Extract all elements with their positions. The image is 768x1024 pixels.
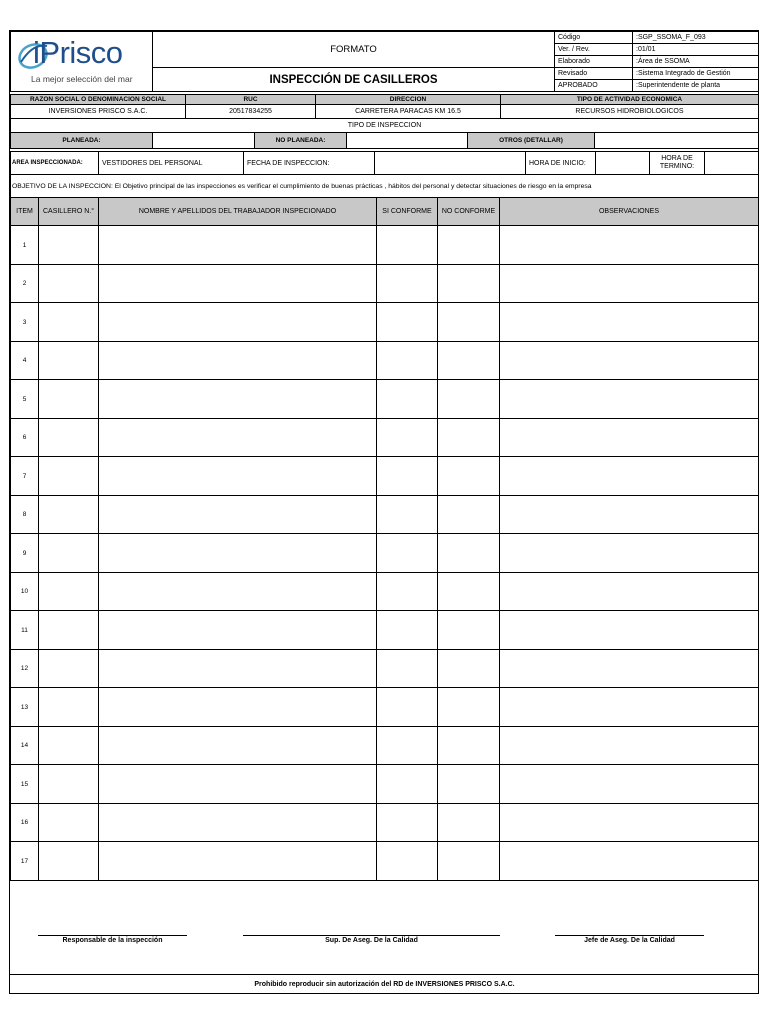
si-conforme-cell[interactable] xyxy=(376,264,438,303)
logo-tagline: La mejor selección del mar xyxy=(31,74,133,84)
nombre-cell[interactable] xyxy=(98,264,377,303)
no-conforme-cell[interactable] xyxy=(437,803,500,842)
si-conforme-cell[interactable] xyxy=(376,764,438,804)
inspection-type-title: TIPO DE INSPECCION xyxy=(10,118,759,133)
col-header-no-conforme: NO CONFORME xyxy=(437,197,500,226)
observaciones-cell[interactable] xyxy=(499,495,759,534)
actividad-header: TIPO DE ACTIVIDAD ECONOMICA xyxy=(500,94,759,105)
si-conforme-cell[interactable] xyxy=(376,687,438,727)
si-conforme-cell[interactable] xyxy=(376,610,438,650)
hora-inicio-field[interactable] xyxy=(595,151,650,175)
row-item-number: 1 xyxy=(10,225,39,265)
row-item-number: 9 xyxy=(10,533,39,573)
si-conforme-cell[interactable] xyxy=(376,533,438,573)
row-item-number: 15 xyxy=(10,764,39,804)
si-conforme-cell[interactable] xyxy=(376,341,438,380)
row-item-number: 12 xyxy=(10,649,39,688)
meta-value: :Superintendente de planta xyxy=(632,79,759,92)
meta-label: APROBADO xyxy=(554,79,633,92)
nombre-cell[interactable] xyxy=(98,687,377,727)
observaciones-cell[interactable] xyxy=(499,379,759,419)
hora-termino-label: HORA DE TERMINO: xyxy=(649,151,705,175)
si-conforme-cell[interactable] xyxy=(376,225,438,265)
observaciones-cell[interactable] xyxy=(499,841,759,881)
meta-value: :01/01 xyxy=(632,43,759,56)
nombre-cell[interactable] xyxy=(98,495,377,534)
no-conforme-cell[interactable] xyxy=(437,649,500,688)
observaciones-cell[interactable] xyxy=(499,803,759,842)
page-title: INSPECCIÓN DE CASILLEROS xyxy=(152,67,555,92)
nombre-cell[interactable] xyxy=(98,341,377,380)
meta-block xyxy=(554,31,759,92)
observaciones-cell[interactable] xyxy=(499,649,759,688)
col-header-observaciones: OBSERVACIONES xyxy=(499,197,759,226)
nombre-cell[interactable] xyxy=(98,764,377,804)
meta-label: Revisado xyxy=(554,67,633,80)
casillero-cell[interactable] xyxy=(38,341,99,380)
ruc-value: 20517834255 xyxy=(185,104,316,119)
nombre-cell[interactable] xyxy=(98,533,377,573)
nombre-cell[interactable] xyxy=(98,841,377,881)
signature-label: Responsable de la inspección xyxy=(62,936,163,944)
planeada-field[interactable] xyxy=(152,132,255,149)
casillero-cell[interactable] xyxy=(38,572,99,611)
si-conforme-cell[interactable] xyxy=(376,649,438,688)
area-value: VESTIDORES DEL PERSONAL xyxy=(98,151,244,175)
row-item-number: 17 xyxy=(10,841,39,881)
direccion-header: DIRECCION xyxy=(315,94,501,105)
nombre-cell[interactable] xyxy=(98,456,377,496)
observaciones-cell[interactable] xyxy=(499,302,759,342)
meta-label: Ver. / Rev. xyxy=(554,43,633,56)
observaciones-cell[interactable] xyxy=(499,418,759,457)
casillero-cell[interactable] xyxy=(38,726,99,765)
col-header-casillero: CASILLERO N.° xyxy=(38,197,99,226)
no-conforme-cell[interactable] xyxy=(437,495,500,534)
si-conforme-cell[interactable] xyxy=(376,726,438,765)
casillero-cell[interactable] xyxy=(38,533,99,573)
si-conforme-cell[interactable] xyxy=(376,841,438,881)
col-header-si-conforme: SI CONFORME xyxy=(376,197,438,226)
razon-value: INVERSIONES PRISCO S.A.C. xyxy=(10,104,186,119)
no-conforme-cell[interactable] xyxy=(437,379,500,419)
observaciones-cell[interactable] xyxy=(499,533,759,573)
casillero-cell[interactable] xyxy=(38,225,99,265)
col-header-nombre: NOMBRE Y APELLIDOS DEL TRABAJADOR INSPECIONADO xyxy=(98,197,377,226)
casillero-cell[interactable] xyxy=(38,841,99,881)
objective-text: OBJETIVO DE LA INSPECCION: El Objetivo principal de las inspecciones es verificar el cumplimiento de buenas prácticas , hábitos del personal y detectar situaciones de riesgo en la empresa xyxy=(10,174,759,198)
casillero-cell[interactable] xyxy=(38,302,99,342)
razon-header: RAZON SOCIAL O DENOMINACION SOCIAL xyxy=(10,94,186,105)
nombre-cell[interactable] xyxy=(98,610,377,650)
casillero-cell[interactable] xyxy=(38,456,99,496)
casillero-cell[interactable] xyxy=(38,764,99,804)
fecha-field[interactable] xyxy=(374,151,526,175)
nombre-cell[interactable] xyxy=(98,649,377,688)
row-item-number: 16 xyxy=(10,803,39,842)
observaciones-cell[interactable] xyxy=(499,572,759,611)
si-conforme-cell[interactable] xyxy=(376,495,438,534)
direccion-value: CARRETERA PARACAS KM 16.5 xyxy=(315,104,501,119)
no-conforme-cell[interactable] xyxy=(437,456,500,496)
row-item-number: 10 xyxy=(10,572,39,611)
meta-value: :Sistema Integrado de Gestión xyxy=(632,67,759,80)
observaciones-cell[interactable] xyxy=(499,687,759,727)
meta-value: :Área de SSOMA xyxy=(632,55,759,68)
no-conforme-cell[interactable] xyxy=(437,687,500,727)
no-conforme-cell[interactable] xyxy=(437,264,500,303)
inspection-form xyxy=(9,30,759,994)
meta-label: Código xyxy=(554,31,633,44)
observaciones-cell[interactable] xyxy=(499,764,759,804)
casillero-cell[interactable] xyxy=(38,649,99,688)
nombre-cell[interactable] xyxy=(98,726,377,765)
observaciones-cell[interactable] xyxy=(499,726,759,765)
no-conforme-cell[interactable] xyxy=(437,764,500,804)
no-planeada-label: NO PLANEADA: xyxy=(254,132,347,149)
row-item-number: 5 xyxy=(10,379,39,419)
no-conforme-cell[interactable] xyxy=(437,302,500,342)
no-conforme-cell[interactable] xyxy=(437,418,500,457)
format-label: FORMATO xyxy=(152,31,555,68)
no-conforme-cell[interactable] xyxy=(437,841,500,881)
hora-inicio-label: HORA DE INICIO: xyxy=(525,151,596,175)
row-item-number: 6 xyxy=(10,418,39,457)
si-conforme-cell[interactable] xyxy=(376,302,438,342)
nombre-cell[interactable] xyxy=(98,418,377,457)
actividad-value: RECURSOS HIDROBIOLOGICOS xyxy=(500,104,759,119)
row-item-number: 14 xyxy=(10,726,39,765)
observaciones-cell[interactable] xyxy=(499,610,759,650)
row-item-number: 8 xyxy=(10,495,39,534)
hora-termino-field[interactable] xyxy=(704,151,759,175)
row-item-number: 4 xyxy=(10,341,39,380)
casillero-cell[interactable] xyxy=(38,264,99,303)
casillero-cell[interactable] xyxy=(38,418,99,457)
nombre-cell[interactable] xyxy=(98,803,377,842)
no-planeada-field[interactable] xyxy=(346,132,468,149)
observaciones-cell[interactable] xyxy=(499,264,759,303)
otros-label: OTROS (DETALLAR) xyxy=(467,132,595,149)
signature-label: Jefe de Aseg. De la Calidad xyxy=(584,936,675,944)
nombre-cell[interactable] xyxy=(98,302,377,342)
si-conforme-cell[interactable] xyxy=(376,803,438,842)
casillero-cell[interactable] xyxy=(38,495,99,534)
logo-box xyxy=(10,31,153,92)
footer-note: Prohibido reproducir sin autorización del RD de INVERSIONES PRISCO S.A.C. xyxy=(10,974,759,994)
nombre-cell[interactable] xyxy=(98,572,377,611)
nombre-cell[interactable] xyxy=(98,379,377,419)
planeada-label: PLANEADA: xyxy=(10,132,153,149)
col-header-item: ITEM xyxy=(10,197,39,226)
no-conforme-cell[interactable] xyxy=(437,572,500,611)
si-conforme-cell[interactable] xyxy=(376,379,438,419)
row-item-number: 11 xyxy=(10,610,39,650)
no-conforme-cell[interactable] xyxy=(437,225,500,265)
no-conforme-cell[interactable] xyxy=(437,610,500,650)
si-conforme-cell[interactable] xyxy=(376,572,438,611)
observaciones-cell[interactable] xyxy=(499,341,759,380)
row-item-number: 13 xyxy=(10,687,39,727)
nombre-cell[interactable] xyxy=(98,225,377,265)
observaciones-cell[interactable] xyxy=(499,225,759,265)
casillero-cell[interactable] xyxy=(38,379,99,419)
otros-field[interactable] xyxy=(594,132,759,149)
observaciones-cell[interactable] xyxy=(499,456,759,496)
table-body xyxy=(10,225,760,879)
si-conforme-cell[interactable] xyxy=(376,418,438,457)
casillero-cell[interactable] xyxy=(38,803,99,842)
casillero-cell[interactable] xyxy=(38,687,99,727)
logo-text: iPrisco xyxy=(33,35,123,70)
fecha-label: FECHA DE INSPECCION: xyxy=(243,151,375,175)
area-label: AREA INSPECCIONADA: xyxy=(10,151,99,175)
row-item-number: 3 xyxy=(10,302,39,342)
meta-value: :SGP_SSOMA_F_093 xyxy=(632,31,759,44)
row-item-number: 7 xyxy=(10,456,39,496)
signature-label: Sup. De Aseg. De la Calidad xyxy=(325,936,418,944)
meta-label: Elaborado xyxy=(554,55,633,68)
no-conforme-cell[interactable] xyxy=(437,726,500,765)
no-conforme-cell[interactable] xyxy=(437,341,500,380)
si-conforme-cell[interactable] xyxy=(376,456,438,496)
ruc-header: RUC xyxy=(185,94,316,105)
no-conforme-cell[interactable] xyxy=(437,533,500,573)
row-item-number: 2 xyxy=(10,264,39,303)
casillero-cell[interactable] xyxy=(38,610,99,650)
